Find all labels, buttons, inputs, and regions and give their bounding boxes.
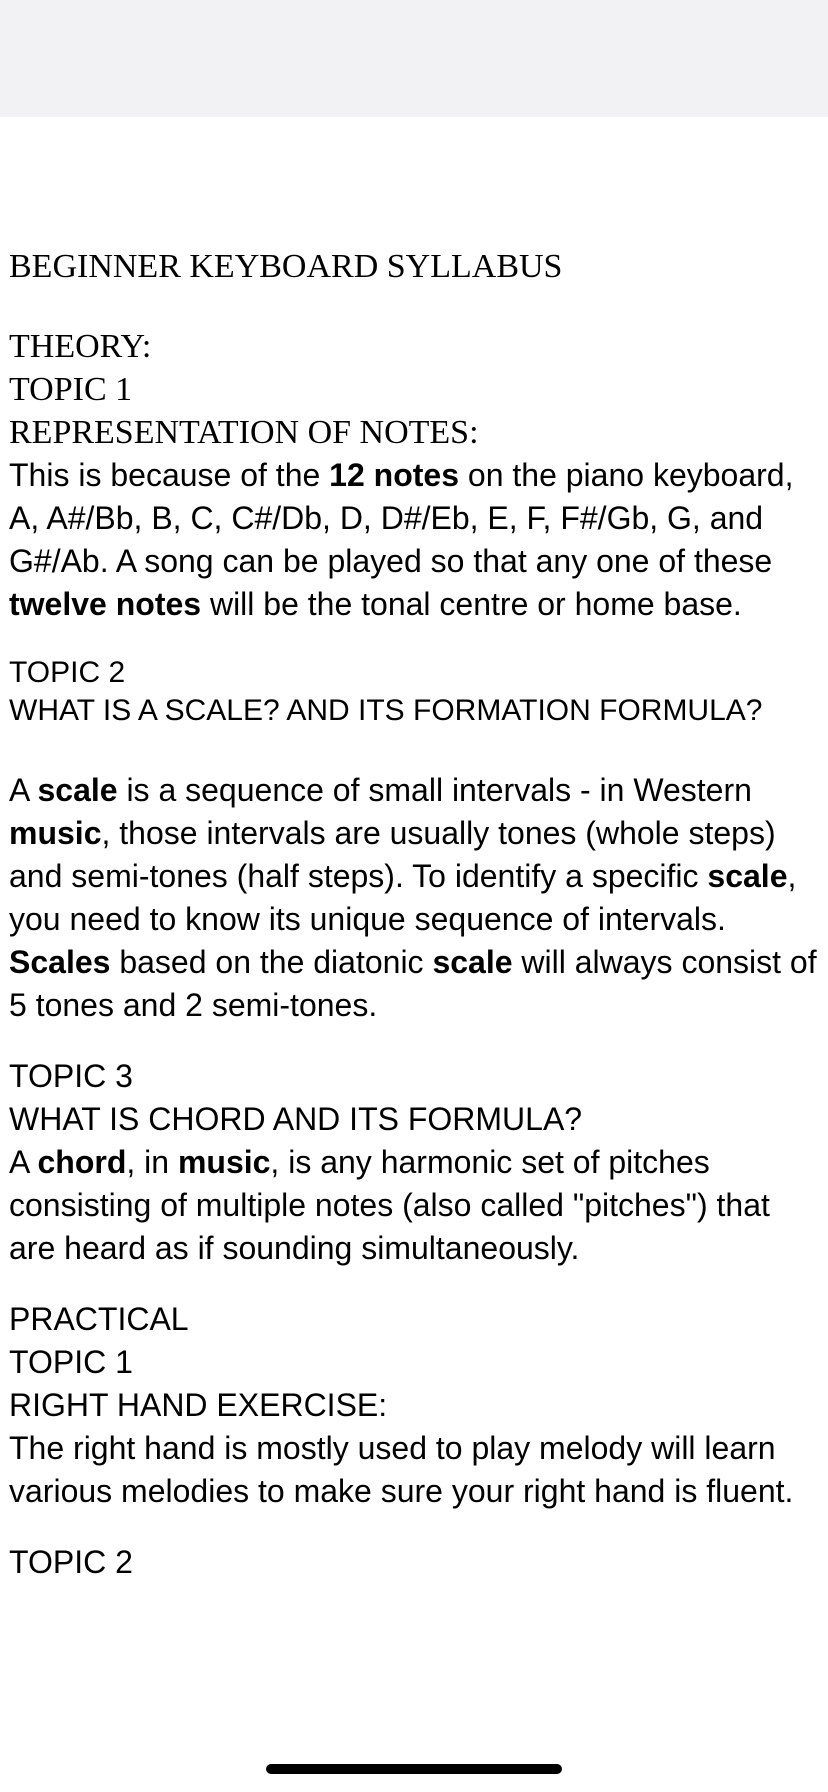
practical-topic1-heading: RIGHT HAND EXERCISE: [9, 1387, 388, 1423]
document-title: BEGINNER KEYBOARD SYLLABUS [9, 248, 563, 285]
browser-top-bar [0, 0, 828, 117]
syllabus-document [9, 245, 824, 1584]
theory-topic2-label: TOPIC 2 [9, 656, 126, 689]
home-indicator[interactable] [266, 1764, 562, 1774]
theory-topic1-label: TOPIC 1 [9, 371, 133, 408]
theory-topic2-paragraph: A scale is a sequence of small intervals - in Western music, those intervals are usually tones (whole steps) and semi-tones (half steps). To identify a specific scale, you need to know its unique sequence of intervals. Scales based on the diatonic scale will always consist of 5 tones and 2 semi-tones. [9, 772, 817, 1023]
practical-topic1-paragraph: The right hand is mostly used to play melody will learn various melodies to make sure your right hand is fluent. [9, 1430, 794, 1509]
theory-topic2-heading: WHAT IS A SCALE? AND ITS FORMATION FORMULA? [9, 694, 763, 727]
theory-topic1-paragraph: This is because of the 12 notes on the piano keyboard, A, A#/Bb, B, C, C#/Db, D, D#/Eb, E, F, F#/Gb, G, and G#/Ab. A song can be played so that any one of these twelve notes will be the tonal centre or home base. [9, 457, 794, 622]
theory-topic3-heading: WHAT IS CHORD AND ITS FORMULA? [9, 1101, 583, 1137]
theory-topic1-heading: REPRESENTATION OF NOTES: [9, 414, 479, 451]
theory-heading: THEORY: [9, 328, 152, 365]
practical-heading: PRACTICAL [9, 1301, 189, 1337]
practical-topic1-label: TOPIC 1 [9, 1344, 133, 1380]
theory-topic3-paragraph: A chord, in music, is any harmonic set of pitches consisting of multiple notes (also called "pitches") that are heard as if sounding simultaneously. [9, 1144, 770, 1266]
practical-topic2-label: TOPIC 2 [9, 1544, 133, 1580]
theory-topic3-label: TOPIC 3 [9, 1058, 133, 1094]
